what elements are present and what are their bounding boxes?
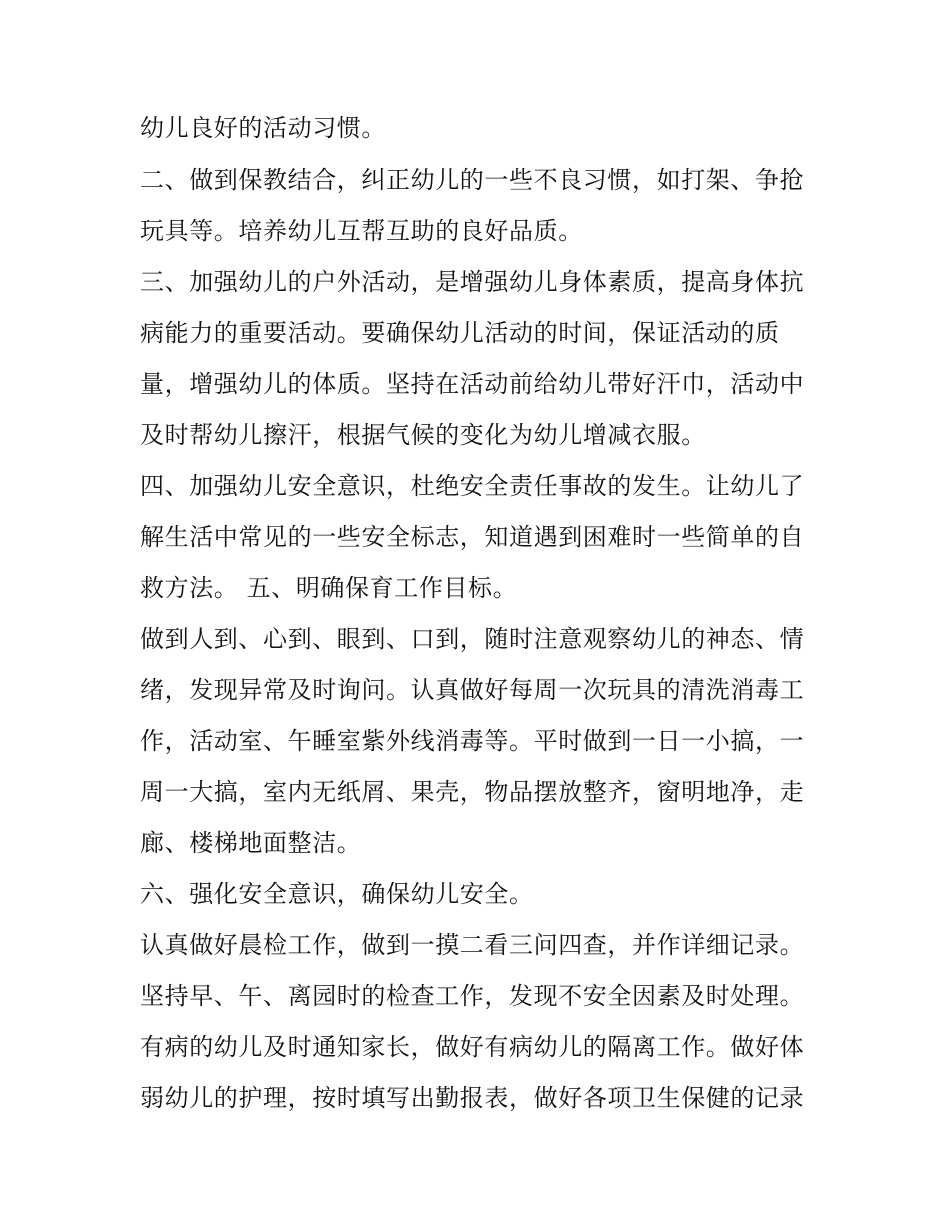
text-line: 四、加强幼儿安全意识，杜绝安全责任事故的发生。让幼儿了 <box>140 472 805 500</box>
text-line: 作，活动室、午睡室紫外线消毒等。平时做到一日一小搞，一 <box>140 727 805 755</box>
text-line: 三、加强幼儿的户外活动，是增强幼儿身体素质，提高身体抗 <box>140 268 805 296</box>
text-line: 救方法。 五、明确保育工作目标。 <box>140 574 518 602</box>
text-line: 六、强化安全意识，确保幼儿安全。 <box>140 880 534 908</box>
text-line: 幼儿良好的活动习惯。 <box>140 114 386 142</box>
text-line: 做到人到、心到、眼到、口到，随时注意观察幼儿的神态、情 <box>140 625 805 653</box>
text-line: 坚持早、午、离园时的检查工作，发现不安全因素及时处理。 <box>140 982 805 1010</box>
text-line: 弱幼儿的护理，按时填写出勤报表，做好各项卫生保健的记录 <box>140 1084 805 1112</box>
text-line: 玩具等。培养幼儿互帮互助的良好品质。 <box>140 217 583 245</box>
text-line: 有病的幼儿及时通知家长，做好有病幼儿的隔离工作。做好体 <box>140 1033 805 1061</box>
text-line: 量，增强幼儿的体质。坚持在活动前给幼儿带好汗巾，活动中 <box>140 370 805 398</box>
text-line: 周一大搞，室内无纸屑、果壳，物品摆放整齐，窗明地净，走 <box>140 778 805 806</box>
text-line: 解生活中常见的一些安全标志，知道遇到困难时一些简单的自 <box>140 523 805 551</box>
text-line: 及时帮幼儿擦汗，根据气候的变化为幼儿增减衣服。 <box>140 421 706 449</box>
text-line: 绪，发现异常及时询问。认真做好每周一次玩具的清洗消毒工 <box>140 676 805 704</box>
text-line: 病能力的重要活动。要确保幼儿活动的时间，保证活动的质 <box>140 319 780 347</box>
text-line: 二、做到保教结合，纠正幼儿的一些不良习惯，如打架、争抢 <box>140 166 805 194</box>
text-line: 廊、楼梯地面整洁。 <box>140 829 362 857</box>
text-line: 认真做好晨检工作，做到一摸二看三问四查，并作详细记录。 <box>140 931 805 959</box>
